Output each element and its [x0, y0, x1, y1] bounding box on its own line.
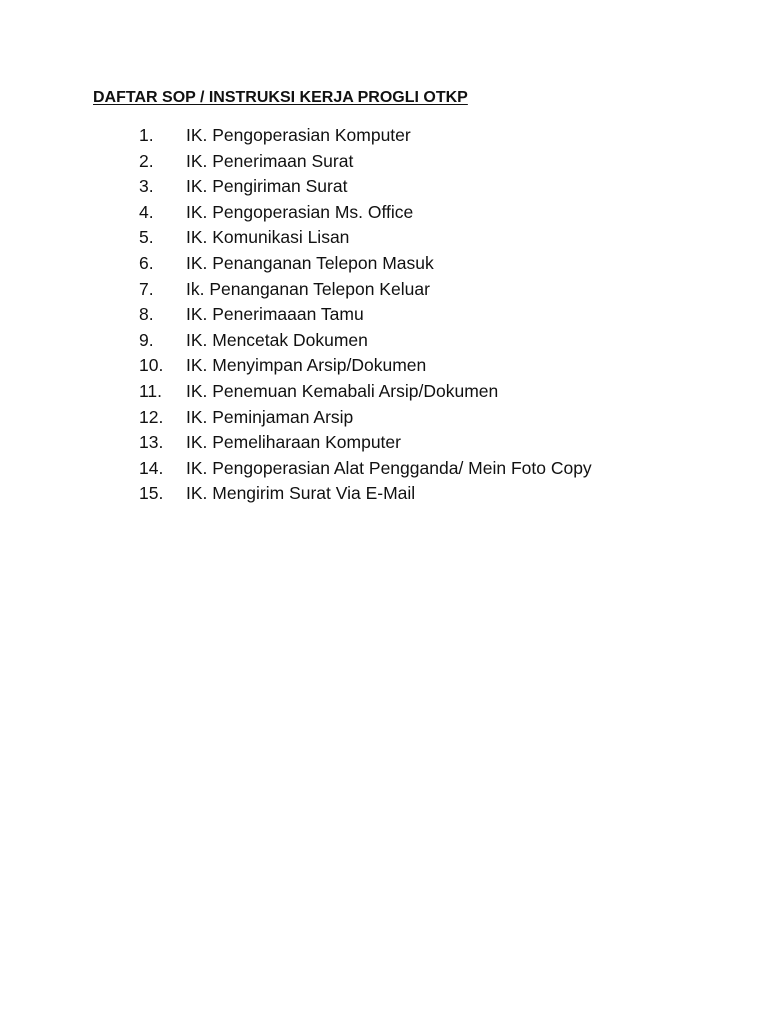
list-item — [139, 456, 592, 482]
list-item-number: 12. — [139, 406, 164, 427]
list-item — [139, 353, 592, 379]
list-item-number: 2. — [139, 150, 154, 171]
list-item — [139, 200, 592, 226]
list-item-number: 8. — [139, 304, 154, 325]
list-item-number: 15. — [139, 483, 164, 504]
list-item-number: 13. — [139, 432, 164, 453]
list-item-number: 3. — [139, 176, 154, 197]
list-item — [139, 277, 592, 303]
list-item-text: IK. Pemeliharaan Komputer — [186, 432, 401, 453]
list-item-text: IK. Penerimaaan Tamu — [186, 304, 364, 325]
list-item-text: IK. Peminjaman Arsip — [186, 406, 354, 427]
list-item-number: 14. — [139, 457, 164, 478]
list-item — [139, 251, 592, 277]
list-item — [139, 328, 592, 354]
list-item-number: 4. — [139, 201, 154, 222]
list-item-text: IK. Penanganan Telepon Masuk — [186, 252, 434, 273]
list-item-number: 6. — [139, 252, 154, 273]
list-item-text: IK. Komunikasi Lisan — [186, 227, 350, 248]
list-item — [139, 430, 592, 456]
list-item — [139, 481, 592, 507]
document-title: DAFTAR SOP / INSTRUKSI KERJA PROGLI OTKP — [93, 89, 468, 106]
list-item-text: IK. Pengoperasian Komputer — [186, 125, 411, 145]
list-item — [139, 225, 592, 251]
list-item-number: 5. — [139, 227, 154, 248]
list-item-number: 11. — [139, 380, 163, 401]
list-item-number: 7. — [139, 278, 154, 299]
list-item-text: IK. Pengoperasian Alat Pengganda/ Mein Foto Copy — [186, 457, 592, 478]
list-item — [139, 302, 592, 328]
list-item — [139, 123, 592, 149]
list-item-text: IK. Mencetak Dokumen — [186, 329, 368, 350]
list-item-text: IK. Menyimpan Arsip/Dokumen — [186, 355, 427, 376]
list-item-number: 9. — [139, 329, 154, 350]
list-item-number: 10. — [139, 355, 164, 376]
list-item — [139, 379, 592, 405]
list-item-text: IK. Pengiriman Surat — [186, 176, 348, 197]
list-item-text: IK. Penerimaan Surat — [186, 150, 354, 171]
list-item-text: IK. Mengirim Surat Via E-Mail — [186, 483, 416, 504]
list-item-number: 1. — [139, 125, 154, 145]
list-item-text: Ik. Penanganan Telepon Keluar — [186, 278, 430, 299]
list-item — [139, 174, 592, 200]
list-item — [139, 405, 592, 431]
list-item-text: IK. Penemuan Kemabali Arsip/Dokumen — [186, 380, 499, 401]
list-item — [139, 149, 592, 175]
sop-list — [139, 123, 592, 507]
list-item-text: IK. Pengoperasian Ms. Office — [186, 201, 414, 222]
